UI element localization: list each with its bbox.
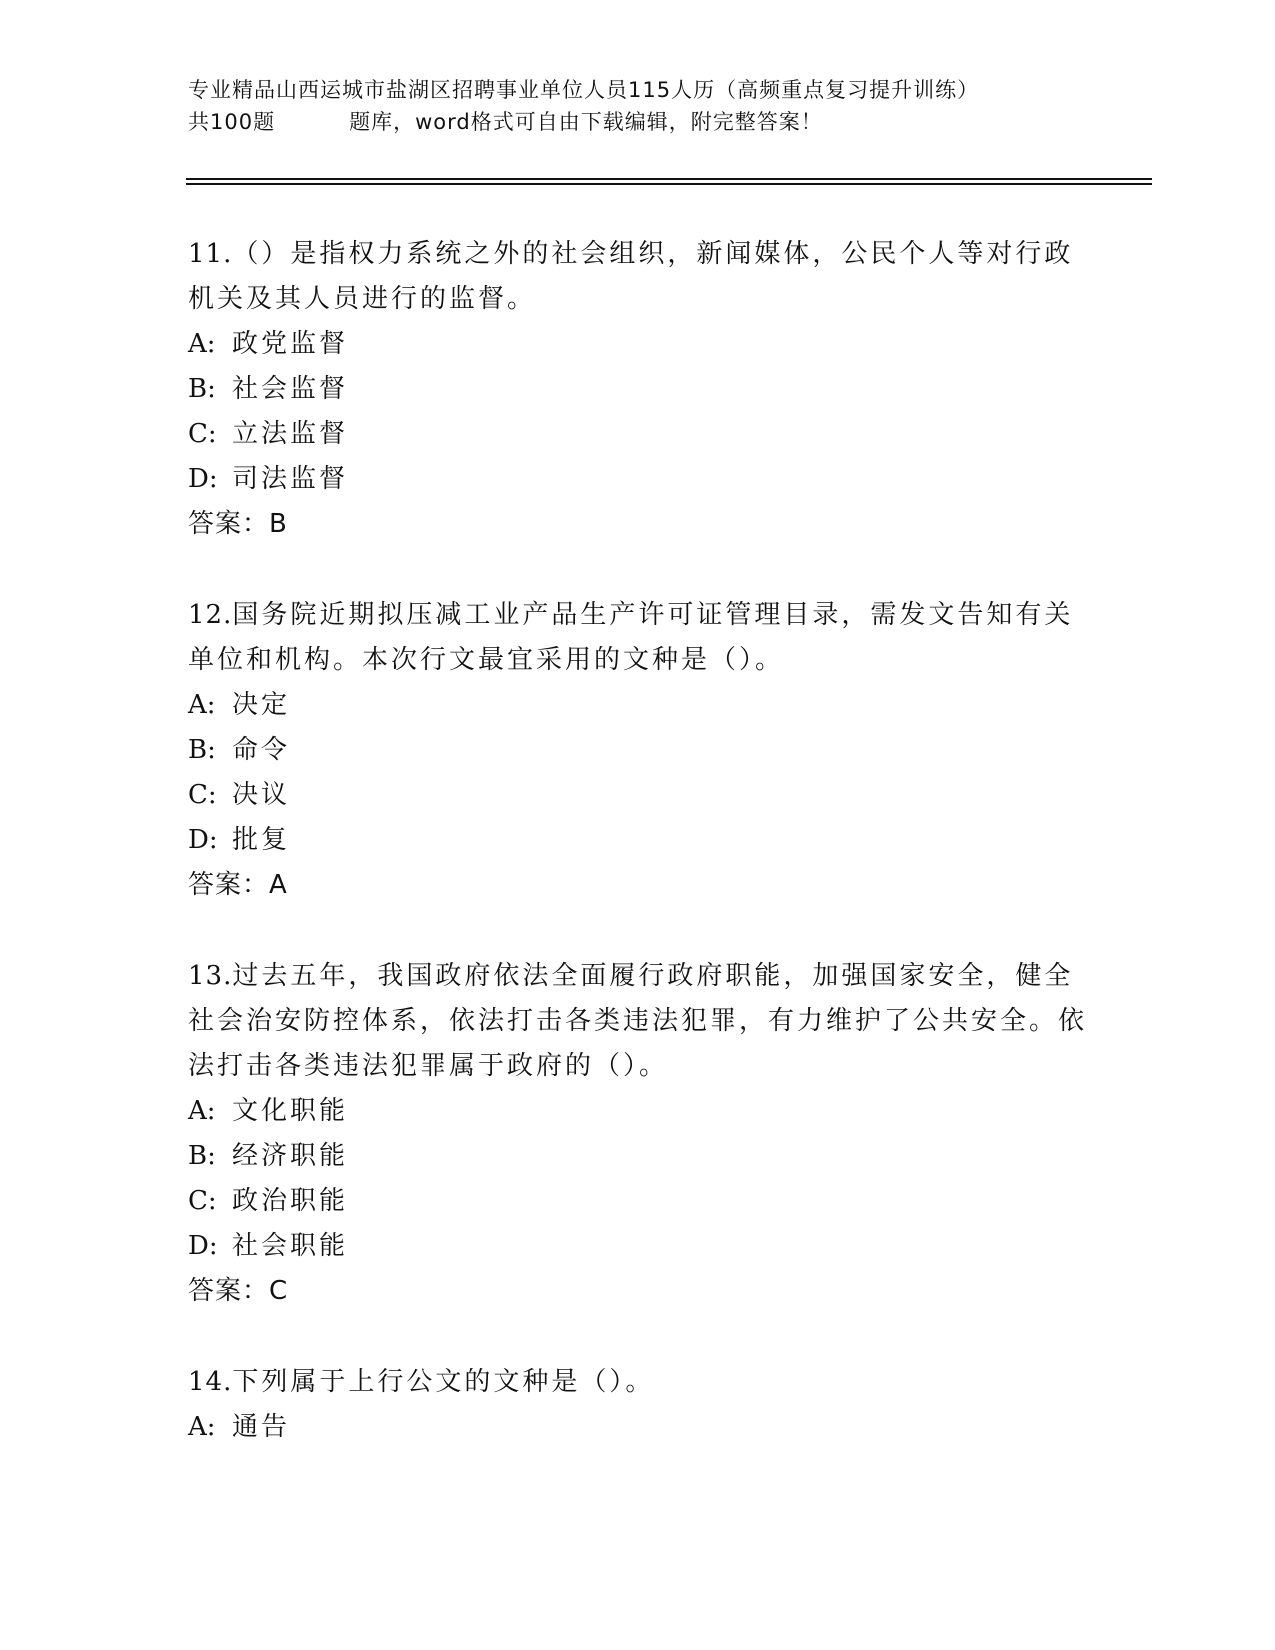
- question-stem: [188, 232, 1088, 322]
- question-text: 过去五年，我国政府依法全面履行政府职能，加强国家安全，健全社会治安防控体系，依法打击各类违法犯罪，有力维护了公共安全。依法打击各类违法犯罪属于政府的（）。: [188, 961, 1088, 1081]
- option-text: 政党监督: [232, 329, 349, 359]
- answer-option: [188, 773, 1088, 818]
- option-text: 通告: [232, 1412, 291, 1442]
- option-text: 决定: [232, 690, 291, 720]
- answer-option: [188, 412, 1088, 457]
- option-key: A:: [188, 329, 216, 359]
- question-number: 14.: [188, 1367, 233, 1397]
- question-number: 13.: [188, 961, 233, 991]
- question-text: 国务院近期拟压减工业产品生产许可证管理目录，需发文告知有关单位和机构。本次行文最宜采用的文种是（）。: [188, 600, 1074, 675]
- document-header: [188, 74, 1088, 138]
- question-item: [188, 593, 1088, 908]
- answer-option: [188, 818, 1088, 863]
- answer-option: [188, 1405, 1088, 1450]
- option-text: 文化职能: [232, 1096, 349, 1126]
- option-key: D:: [188, 825, 218, 855]
- option-text: 立法监督: [232, 419, 349, 449]
- option-text: 社会职能: [232, 1231, 349, 1261]
- option-key: C:: [188, 780, 217, 810]
- answer-option: [188, 457, 1088, 502]
- header-title-line2: [188, 106, 1088, 138]
- option-key: D:: [188, 464, 218, 494]
- header-question-count: 共100题: [188, 110, 276, 134]
- question-item: [188, 232, 1088, 547]
- question-number: 11.: [188, 239, 233, 269]
- question-text: 下列属于上行公文的文种是（）。: [232, 1367, 655, 1397]
- question-item: [188, 954, 1088, 1314]
- option-key: D:: [188, 1231, 218, 1261]
- answer-option: [188, 1224, 1088, 1269]
- answer-option: [188, 1179, 1088, 1224]
- question-stem: [188, 954, 1088, 1089]
- option-key: A:: [188, 690, 216, 720]
- answer-line: 答案：C: [188, 1276, 289, 1306]
- question-list: [188, 232, 1088, 1496]
- answer-option: [188, 683, 1088, 728]
- option-text: 命令: [232, 735, 291, 765]
- answer-option: [188, 1089, 1088, 1134]
- question-item: [188, 1360, 1088, 1450]
- header-description: 题库，word格式可自由下载编辑，附完整答案！: [349, 110, 823, 134]
- header-rule-top: [186, 178, 1152, 180]
- option-text: 批复: [232, 825, 291, 855]
- answer-option: [188, 1134, 1088, 1179]
- header-rule-bottom: [186, 183, 1152, 185]
- answer-line: 答案：A: [188, 870, 288, 900]
- option-key: C:: [188, 419, 217, 449]
- option-key: A:: [188, 1412, 216, 1442]
- option-text: 司法监督: [232, 464, 349, 494]
- option-key: B:: [188, 374, 216, 404]
- question-number: 12.: [188, 600, 233, 630]
- option-text: 经济职能: [232, 1141, 349, 1171]
- option-text: 决议: [232, 780, 291, 810]
- option-key: C:: [188, 1186, 217, 1216]
- question-text: （）是指权力系统之外的社会组织，新闻媒体，公民个人等对行政机关及其人员进行的监督。: [188, 239, 1074, 314]
- option-key: A:: [188, 1096, 216, 1126]
- question-stem: [188, 1360, 1088, 1405]
- answer-line: 答案：B: [188, 509, 288, 539]
- answer-option: [188, 322, 1088, 367]
- header-title-line1: 专业精品山西运城市盐湖区招聘事业单位人员115人历（高频重点复习提升训练）: [188, 78, 980, 102]
- answer-option: [188, 728, 1088, 773]
- answer-option: [188, 367, 1088, 412]
- option-key: B:: [188, 735, 216, 765]
- option-text: 社会监督: [232, 374, 349, 404]
- question-stem: [188, 593, 1088, 683]
- option-key: B:: [188, 1141, 216, 1171]
- option-text: 政治职能: [232, 1186, 349, 1216]
